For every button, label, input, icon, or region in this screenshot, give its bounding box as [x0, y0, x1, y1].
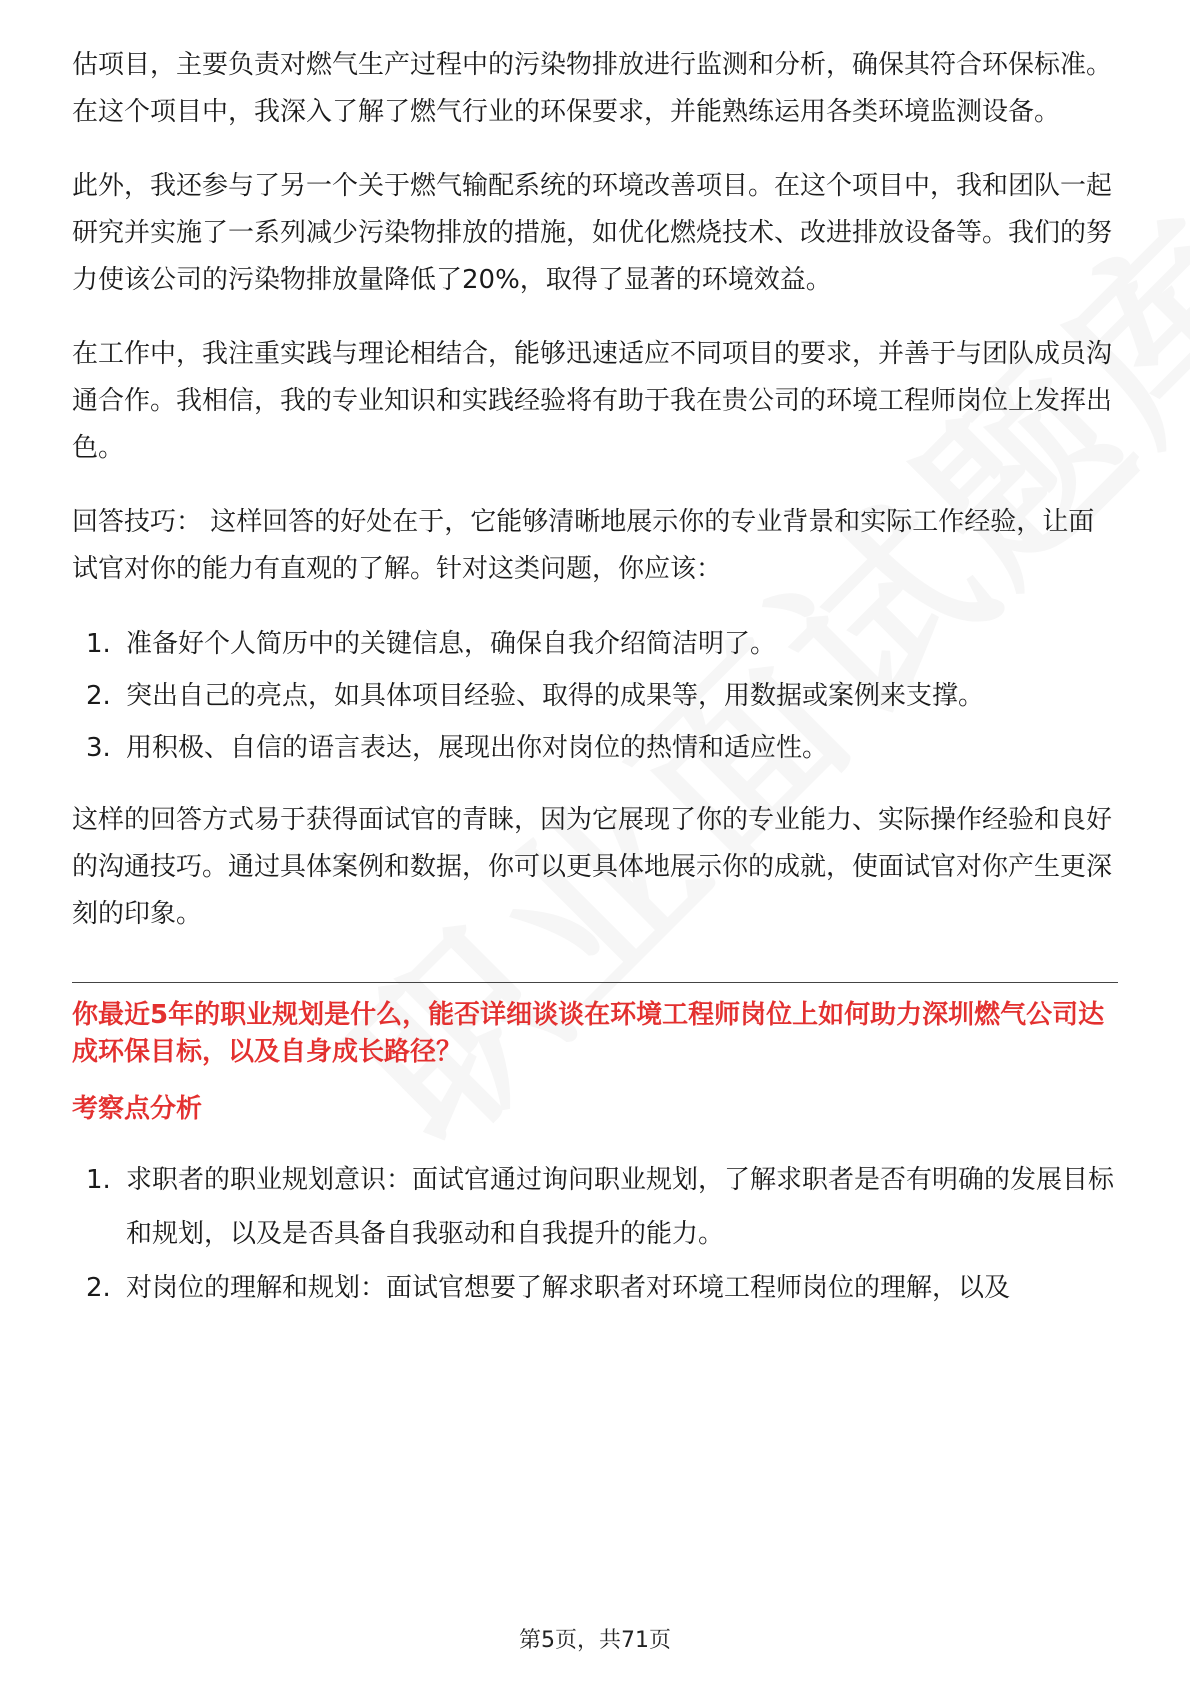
section-divider	[72, 982, 1118, 983]
paragraph-answer-tips: 回答技巧： 这样回答的好处在于，它能够清晰地展示你的专业背景和实际工作经验，让面试官对你的能力有直观的了解。针对这类问题，你应该：	[72, 507, 1095, 584]
analysis-list	[72, 1153, 1118, 1315]
list-item	[72, 672, 1118, 720]
paragraph-second-project: 此外，我还参与了另一个关于燃气输配系统的环境改善项目。在这个项目中，我和团队一起研究并实施了一系列减少污染物排放的措施，如优化燃烧技术、改进排放设备等。我们的努力使该公司的污染物排放量降低了20%，取得了显著的环境效益。	[72, 171, 1113, 295]
list-item-number: 2.	[86, 681, 111, 711]
section-heading: 考察点分析	[72, 1094, 203, 1124]
list-item-text: 突出自己的亮点，如具体项目经验、取得的成果等，用数据或案例来支撑。	[126, 681, 985, 711]
paragraph-project-continuation: 估项目，主要负责对燃气生产过程中的污染物排放进行监测和分析，确保其符合环保标准。在这个项目中，我深入了解了燃气行业的环保要求，并能熟练运用各类环境监测设备。	[72, 50, 1113, 127]
list-item-text: 求职者的职业规划意识：面试官通过询问职业规划，了解求职者是否有明确的发展目标和规划，以及是否具备自我驱动和自我提升的能力。	[126, 1165, 1115, 1249]
paragraph-work-style: 在工作中，我注重实践与理论相结合，能够迅速适应不同项目的要求，并善于与团队成员沟通合作。我相信，我的专业知识和实践经验将有助于我在贵公司的环境工程师岗位上发挥出色。	[72, 339, 1113, 463]
list-item-number: 2.	[86, 1273, 111, 1303]
paragraph-summary: 这样的回答方式易于获得面试官的青睐，因为它展现了你的专业能力、实际操作经验和良好的沟通技巧。通过具体案例和数据，你可以更具体地展示你的成就，使面试官对你产生更深刻的印象。	[72, 805, 1113, 929]
page-content	[72, 42, 1118, 1315]
list-item-number: 1.	[86, 1165, 111, 1195]
list-item-number: 1.	[86, 629, 111, 659]
tips-list	[72, 620, 1118, 772]
list-item	[72, 724, 1118, 772]
list-item	[72, 1153, 1118, 1261]
interview-question: 你最近5年的职业规划是什么，能否详细谈谈在环境工程师岗位上如何助力深圳燃气公司达成环保目标，以及自身成长路径？	[72, 1000, 1105, 1067]
list-item-text: 准备好个人简历中的关键信息，确保自我介绍简洁明了。	[126, 629, 777, 659]
list-item	[72, 620, 1118, 668]
list-item-text: 用积极、自信的语言表达，展现出你对岗位的热情和适应性。	[126, 733, 829, 763]
list-item	[72, 1261, 1118, 1315]
list-item-number: 3.	[86, 733, 111, 763]
page-number-footer: 第5页，共71页	[519, 1628, 671, 1653]
list-item-text: 对岗位的理解和规划：面试官想要了解求职者对环境工程师岗位的理解，以及	[126, 1273, 1011, 1303]
